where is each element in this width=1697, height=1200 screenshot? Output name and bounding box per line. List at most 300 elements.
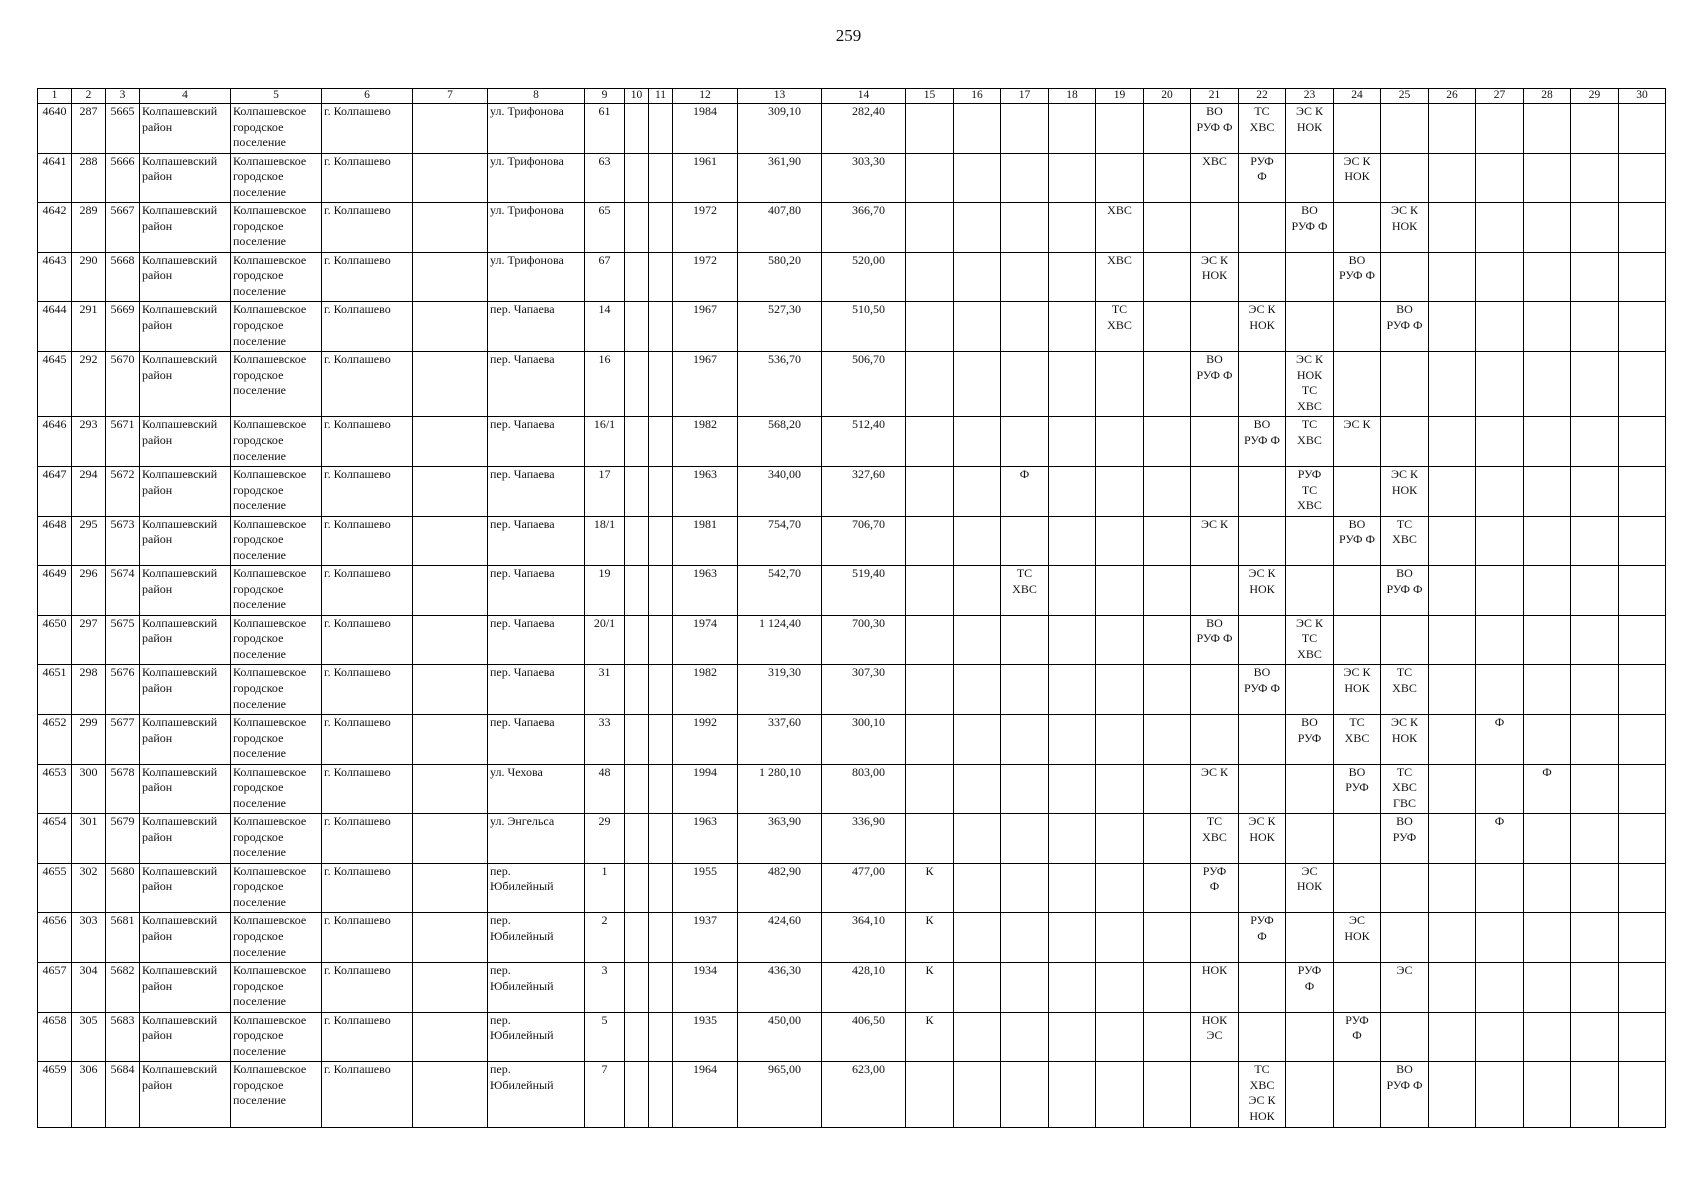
table-cell-col-3: 5673 xyxy=(106,516,140,566)
table-cell-col-23: РУФ Ф xyxy=(1286,963,1334,1013)
table-cell-col-24: ЭС К xyxy=(1334,417,1381,467)
table-cell-col-5: Колпашевское городское поселение xyxy=(231,814,322,864)
table-cell-col-14: 282,40 xyxy=(822,104,906,154)
table-cell-col-28 xyxy=(1524,104,1571,154)
table-cell-col-27 xyxy=(1476,302,1524,352)
table-cell-col-9: 19 xyxy=(585,566,625,616)
table-cell-col-13: 309,10 xyxy=(738,104,822,154)
table-cell-col-12: 1963 xyxy=(673,467,738,517)
table-cell-col-23: РУФ ТС ХВС xyxy=(1286,467,1334,517)
table-cell-col-10 xyxy=(625,963,649,1013)
table-cell-col-3: 5670 xyxy=(106,351,140,417)
table-cell-col-10 xyxy=(625,104,649,154)
table-cell-col-4: Колпашевский район xyxy=(140,715,231,765)
table-cell-col-11 xyxy=(649,516,673,566)
column-header: 19 xyxy=(1096,89,1144,104)
table-cell-col-12: 1981 xyxy=(673,516,738,566)
table-cell-col-8: ул. Трифонова xyxy=(488,252,585,302)
table-cell-col-24: ЭС НОК xyxy=(1334,913,1381,963)
table-cell-col-23 xyxy=(1286,814,1334,864)
table-cell-col-21 xyxy=(1191,913,1239,963)
table-cell-col-28 xyxy=(1524,863,1571,913)
table-cell-col-15 xyxy=(906,302,954,352)
table-cell-col-8: пер. Чапаева xyxy=(488,715,585,765)
table-cell-col-6: г. Колпашево xyxy=(322,153,413,203)
table-cell-col-20 xyxy=(1144,863,1191,913)
table-cell-col-20 xyxy=(1144,1062,1191,1128)
register-table xyxy=(37,88,1666,1128)
table-cell-col-9: 14 xyxy=(585,302,625,352)
table-cell-col-24 xyxy=(1334,1062,1381,1128)
table-cell-col-19: ХВС xyxy=(1096,252,1144,302)
table-cell-col-5: Колпашевское городское поселение xyxy=(231,104,322,154)
table-cell-col-9: 61 xyxy=(585,104,625,154)
column-header: 24 xyxy=(1334,89,1381,104)
table-cell-col-28 xyxy=(1524,715,1571,765)
table-cell-col-16 xyxy=(954,516,1001,566)
table-cell-col-17 xyxy=(1001,863,1049,913)
table-cell-col-28 xyxy=(1524,913,1571,963)
table-cell-col-17 xyxy=(1001,203,1049,253)
table-cell-col-11 xyxy=(649,963,673,1013)
table-cell-col-4: Колпашевский район xyxy=(140,863,231,913)
table-cell-col-10 xyxy=(625,1062,649,1128)
table-cell-col-16 xyxy=(954,302,1001,352)
table-cell-col-9: 1 xyxy=(585,863,625,913)
table-cell-col-12: 1935 xyxy=(673,1012,738,1062)
column-header: 14 xyxy=(822,89,906,104)
table-cell-col-26 xyxy=(1429,1062,1476,1128)
table-cell-col-11 xyxy=(649,203,673,253)
table-cell-col-30 xyxy=(1619,1062,1666,1128)
column-header: 6 xyxy=(322,89,413,104)
table-row xyxy=(38,203,1666,253)
table-cell-col-1: 4650 xyxy=(38,615,72,665)
table-cell-col-10 xyxy=(625,715,649,765)
table-cell-col-22 xyxy=(1239,863,1286,913)
table-cell-col-17 xyxy=(1001,764,1049,814)
table-cell-col-30 xyxy=(1619,153,1666,203)
table-cell-col-8: пер. Юбилейный xyxy=(488,963,585,1013)
table-cell-col-13: 361,90 xyxy=(738,153,822,203)
table-cell-col-4: Колпашевский район xyxy=(140,104,231,154)
table-cell-col-29 xyxy=(1571,1012,1619,1062)
table-cell-col-30 xyxy=(1619,302,1666,352)
table-cell-col-21: ВО РУФ Ф xyxy=(1191,351,1239,417)
table-cell-col-24 xyxy=(1334,351,1381,417)
table-cell-col-23 xyxy=(1286,153,1334,203)
table-cell-col-7 xyxy=(413,863,488,913)
table-cell-col-1: 4654 xyxy=(38,814,72,864)
table-cell-col-30 xyxy=(1619,203,1666,253)
table-cell-col-3: 5679 xyxy=(106,814,140,864)
table-cell-col-22 xyxy=(1239,351,1286,417)
table-cell-col-6: г. Колпашево xyxy=(322,615,413,665)
table-cell-col-5: Колпашевское городское поселение xyxy=(231,252,322,302)
table-cell-col-7 xyxy=(413,516,488,566)
table-cell-col-1: 4641 xyxy=(38,153,72,203)
table-row xyxy=(38,516,1666,566)
table-cell-col-30 xyxy=(1619,913,1666,963)
table-cell-col-27 xyxy=(1476,153,1524,203)
column-header: 5 xyxy=(231,89,322,104)
table-cell-col-25: ЭС К НОК xyxy=(1381,715,1429,765)
table-cell-col-21 xyxy=(1191,203,1239,253)
table-cell-col-5: Колпашевское городское поселение xyxy=(231,1012,322,1062)
table-cell-col-25: ВО РУФ Ф xyxy=(1381,302,1429,352)
table-cell-col-19 xyxy=(1096,615,1144,665)
table-cell-col-24: ВО РУФ Ф xyxy=(1334,252,1381,302)
table-cell-col-30 xyxy=(1619,764,1666,814)
table-cell-col-18 xyxy=(1049,863,1096,913)
table-cell-col-24 xyxy=(1334,963,1381,1013)
table-cell-col-10 xyxy=(625,665,649,715)
table-cell-col-24: ВО РУФ Ф xyxy=(1334,516,1381,566)
table-cell-col-27 xyxy=(1476,566,1524,616)
table-cell-col-30 xyxy=(1619,715,1666,765)
table-cell-col-13: 424,60 xyxy=(738,913,822,963)
table-cell-col-5: Колпашевское городское поселение xyxy=(231,963,322,1013)
table-cell-col-9: 5 xyxy=(585,1012,625,1062)
table-cell-col-29 xyxy=(1571,913,1619,963)
table-cell-col-19 xyxy=(1096,913,1144,963)
table-row xyxy=(38,863,1666,913)
table-cell-col-16 xyxy=(954,566,1001,616)
table-cell-col-4: Колпашевский район xyxy=(140,963,231,1013)
table-cell-col-5: Колпашевское городское поселение xyxy=(231,417,322,467)
table-cell-col-2: 296 xyxy=(72,566,106,616)
column-header: 15 xyxy=(906,89,954,104)
table-cell-col-17 xyxy=(1001,417,1049,467)
table-cell-col-3: 5668 xyxy=(106,252,140,302)
table-cell-col-16 xyxy=(954,104,1001,154)
table-cell-col-30 xyxy=(1619,467,1666,517)
table-cell-col-19 xyxy=(1096,1012,1144,1062)
table-cell-col-17: ТС ХВС xyxy=(1001,566,1049,616)
table-cell-col-16 xyxy=(954,814,1001,864)
table-cell-col-19 xyxy=(1096,351,1144,417)
table-cell-col-25: ТС ХВС xyxy=(1381,665,1429,715)
table-cell-col-29 xyxy=(1571,104,1619,154)
table-cell-col-25: ВО РУФ Ф xyxy=(1381,1062,1429,1128)
table-cell-col-1: 4653 xyxy=(38,764,72,814)
table-cell-col-26 xyxy=(1429,615,1476,665)
table-cell-col-29 xyxy=(1571,814,1619,864)
table-cell-col-28 xyxy=(1524,566,1571,616)
table-cell-col-22: ЭС К НОК xyxy=(1239,302,1286,352)
table-cell-col-12: 1982 xyxy=(673,665,738,715)
table-row xyxy=(38,913,1666,963)
table-cell-col-26 xyxy=(1429,467,1476,517)
table-cell-col-3: 5683 xyxy=(106,1012,140,1062)
table-cell-col-8: пер. Чапаева xyxy=(488,665,585,715)
table-cell-col-1: 4645 xyxy=(38,351,72,417)
column-header: 26 xyxy=(1429,89,1476,104)
table-cell-col-2: 295 xyxy=(72,516,106,566)
table-cell-col-7 xyxy=(413,963,488,1013)
table-cell-col-2: 287 xyxy=(72,104,106,154)
table-cell-col-15 xyxy=(906,203,954,253)
table-cell-col-23 xyxy=(1286,1012,1334,1062)
table-cell-col-29 xyxy=(1571,615,1619,665)
table-cell-col-22: РУФ Ф xyxy=(1239,913,1286,963)
table-cell-col-27 xyxy=(1476,516,1524,566)
table-cell-col-13: 527,30 xyxy=(738,302,822,352)
table-cell-col-23: ЭС НОК xyxy=(1286,863,1334,913)
table-cell-col-29 xyxy=(1571,764,1619,814)
table-cell-col-10 xyxy=(625,516,649,566)
table-cell-col-14: 428,10 xyxy=(822,963,906,1013)
table-row xyxy=(38,351,1666,417)
table-cell-col-15: К xyxy=(906,963,954,1013)
table-cell-col-16 xyxy=(954,417,1001,467)
table-cell-col-14: 706,70 xyxy=(822,516,906,566)
table-cell-col-24 xyxy=(1334,615,1381,665)
table-cell-col-4: Колпашевский район xyxy=(140,467,231,517)
table-cell-col-1: 4643 xyxy=(38,252,72,302)
table-cell-col-19 xyxy=(1096,566,1144,616)
column-header: 13 xyxy=(738,89,822,104)
table-cell-col-3: 5671 xyxy=(106,417,140,467)
table-cell-col-15: К xyxy=(906,1012,954,1062)
table-cell-col-9: 67 xyxy=(585,252,625,302)
table-cell-col-19 xyxy=(1096,104,1144,154)
table-cell-col-23 xyxy=(1286,252,1334,302)
table-cell-col-7 xyxy=(413,252,488,302)
table-cell-col-24: ЭС К НОК xyxy=(1334,153,1381,203)
table-cell-col-10 xyxy=(625,302,649,352)
table-cell-col-20 xyxy=(1144,665,1191,715)
table-cell-col-5: Колпашевское городское поселение xyxy=(231,863,322,913)
table-cell-col-3: 5675 xyxy=(106,615,140,665)
table-cell-col-26 xyxy=(1429,417,1476,467)
table-cell-col-27 xyxy=(1476,467,1524,517)
table-cell-col-7 xyxy=(413,104,488,154)
table-cell-col-29 xyxy=(1571,863,1619,913)
table-cell-col-15 xyxy=(906,1062,954,1128)
table-cell-col-20 xyxy=(1144,764,1191,814)
table-cell-col-12: 1937 xyxy=(673,913,738,963)
column-header: 22 xyxy=(1239,89,1286,104)
table-cell-col-6: г. Колпашево xyxy=(322,764,413,814)
table-cell-col-12: 1964 xyxy=(673,1062,738,1128)
table-row xyxy=(38,566,1666,616)
table-cell-col-21: ВО РУФ Ф xyxy=(1191,104,1239,154)
table-cell-col-26 xyxy=(1429,963,1476,1013)
table-cell-col-5: Колпашевское городское поселение xyxy=(231,715,322,765)
table-cell-col-24: РУФ Ф xyxy=(1334,1012,1381,1062)
table-cell-col-22: ЭС К НОК xyxy=(1239,814,1286,864)
table-cell-col-14: 300,10 xyxy=(822,715,906,765)
table-cell-col-14: 506,70 xyxy=(822,351,906,417)
table-cell-col-10 xyxy=(625,814,649,864)
table-cell-col-1: 4647 xyxy=(38,467,72,517)
table-cell-col-12: 1967 xyxy=(673,351,738,417)
table-cell-col-14: 700,30 xyxy=(822,615,906,665)
table-cell-col-21: НОК xyxy=(1191,963,1239,1013)
table-cell-col-28 xyxy=(1524,516,1571,566)
table-cell-col-11 xyxy=(649,467,673,517)
table-cell-col-28 xyxy=(1524,1062,1571,1128)
table-cell-col-12: 1984 xyxy=(673,104,738,154)
table-cell-col-17 xyxy=(1001,1012,1049,1062)
table-cell-col-6: г. Колпашево xyxy=(322,913,413,963)
table-cell-col-27: Ф xyxy=(1476,814,1524,864)
table-cell-col-1: 4646 xyxy=(38,417,72,467)
table-cell-col-8: пер. Юбилейный xyxy=(488,1062,585,1128)
table-row xyxy=(38,467,1666,517)
table-cell-col-24 xyxy=(1334,566,1381,616)
table-cell-col-16 xyxy=(954,913,1001,963)
table-cell-col-19 xyxy=(1096,153,1144,203)
table-cell-col-24 xyxy=(1334,302,1381,352)
column-header: 25 xyxy=(1381,89,1429,104)
table-cell-col-14: 477,00 xyxy=(822,863,906,913)
table-cell-col-22 xyxy=(1239,963,1286,1013)
table-cell-col-30 xyxy=(1619,615,1666,665)
table-cell-col-30 xyxy=(1619,417,1666,467)
table-cell-col-3: 5667 xyxy=(106,203,140,253)
table-cell-col-23 xyxy=(1286,665,1334,715)
table-cell-col-6: г. Колпашево xyxy=(322,863,413,913)
table-cell-col-11 xyxy=(649,153,673,203)
column-header: 8 xyxy=(488,89,585,104)
table-cell-col-5: Колпашевское городское поселение xyxy=(231,1062,322,1128)
column-header: 2 xyxy=(72,89,106,104)
column-header: 10 xyxy=(625,89,649,104)
table-cell-col-8: ул. Чехова xyxy=(488,764,585,814)
table-cell-col-13: 542,70 xyxy=(738,566,822,616)
table-cell-col-10 xyxy=(625,351,649,417)
table-cell-col-6: г. Колпашево xyxy=(322,417,413,467)
table-cell-col-18 xyxy=(1049,516,1096,566)
table-cell-col-14: 364,10 xyxy=(822,913,906,963)
table-cell-col-28 xyxy=(1524,615,1571,665)
table-cell-col-20 xyxy=(1144,1012,1191,1062)
table-cell-col-2: 306 xyxy=(72,1062,106,1128)
table-cell-col-21: ТС ХВС xyxy=(1191,814,1239,864)
table-cell-col-29 xyxy=(1571,252,1619,302)
table-cell-col-24 xyxy=(1334,863,1381,913)
table-cell-col-9: 20/1 xyxy=(585,615,625,665)
table-cell-col-26 xyxy=(1429,665,1476,715)
table-cell-col-23: ЭС К НОК xyxy=(1286,104,1334,154)
table-cell-col-25: ТС ХВС xyxy=(1381,516,1429,566)
column-header: 29 xyxy=(1571,89,1619,104)
table-cell-col-23: ВО РУФ xyxy=(1286,715,1334,765)
table-cell-col-14: 803,00 xyxy=(822,764,906,814)
table-cell-col-13: 407,80 xyxy=(738,203,822,253)
table-row xyxy=(38,715,1666,765)
table-cell-col-3: 5677 xyxy=(106,715,140,765)
table-cell-col-9: 33 xyxy=(585,715,625,765)
table-cell-col-17 xyxy=(1001,516,1049,566)
table-cell-col-28 xyxy=(1524,203,1571,253)
table-cell-col-19 xyxy=(1096,715,1144,765)
table-cell-col-11 xyxy=(649,814,673,864)
table-cell-col-13: 319,30 xyxy=(738,665,822,715)
column-header: 12 xyxy=(673,89,738,104)
table-cell-col-30 xyxy=(1619,814,1666,864)
table-cell-col-2: 298 xyxy=(72,665,106,715)
table-cell-col-26 xyxy=(1429,715,1476,765)
table-cell-col-27 xyxy=(1476,913,1524,963)
table-cell-col-25 xyxy=(1381,863,1429,913)
table-cell-col-2: 297 xyxy=(72,615,106,665)
table-cell-col-3: 5680 xyxy=(106,863,140,913)
table-cell-col-7 xyxy=(413,351,488,417)
table-cell-col-20 xyxy=(1144,467,1191,517)
table-cell-col-3: 5666 xyxy=(106,153,140,203)
table-cell-col-17 xyxy=(1001,715,1049,765)
table-cell-col-16 xyxy=(954,467,1001,517)
table-row xyxy=(38,764,1666,814)
table-cell-col-11 xyxy=(649,104,673,154)
table-cell-col-1: 4644 xyxy=(38,302,72,352)
table-cell-col-29 xyxy=(1571,467,1619,517)
table-row xyxy=(38,252,1666,302)
table-cell-col-11 xyxy=(649,302,673,352)
table-cell-col-25: ЭС xyxy=(1381,963,1429,1013)
column-header: 4 xyxy=(140,89,231,104)
table-cell-col-16 xyxy=(954,1062,1001,1128)
table-cell-col-3: 5678 xyxy=(106,764,140,814)
table-cell-col-22: ТС ХВС ЭС К НОК xyxy=(1239,1062,1286,1128)
table-cell-col-4: Колпашевский район xyxy=(140,252,231,302)
table-cell-col-16 xyxy=(954,963,1001,1013)
table-cell-col-26 xyxy=(1429,516,1476,566)
table-cell-col-27 xyxy=(1476,764,1524,814)
table-cell-col-26 xyxy=(1429,1012,1476,1062)
table-cell-col-23 xyxy=(1286,516,1334,566)
table-cell-col-11 xyxy=(649,615,673,665)
column-header: 16 xyxy=(954,89,1001,104)
table-cell-col-12: 1961 xyxy=(673,153,738,203)
table-cell-col-30 xyxy=(1619,963,1666,1013)
table-cell-col-12: 1955 xyxy=(673,863,738,913)
table-cell-col-6: г. Колпашево xyxy=(322,665,413,715)
table-cell-col-4: Колпашевский район xyxy=(140,665,231,715)
table-cell-col-19 xyxy=(1096,814,1144,864)
table-cell-col-27 xyxy=(1476,351,1524,417)
table-cell-col-3: 5672 xyxy=(106,467,140,517)
table-cell-col-16 xyxy=(954,351,1001,417)
table-cell-col-18 xyxy=(1049,1062,1096,1128)
table-cell-col-2: 304 xyxy=(72,963,106,1013)
table-cell-col-23 xyxy=(1286,566,1334,616)
table-cell-col-11 xyxy=(649,1062,673,1128)
table-cell-col-14: 327,60 xyxy=(822,467,906,517)
table-cell-col-8: пер. Юбилейный xyxy=(488,1012,585,1062)
table-cell-col-10 xyxy=(625,153,649,203)
table-cell-col-11 xyxy=(649,351,673,417)
table-cell-col-29 xyxy=(1571,516,1619,566)
table-cell-col-29 xyxy=(1571,351,1619,417)
table-cell-col-5: Колпашевское городское поселение xyxy=(231,913,322,963)
table-cell-col-18 xyxy=(1049,566,1096,616)
table-cell-col-4: Колпашевский район xyxy=(140,153,231,203)
table-cell-col-23: ВО РУФ Ф xyxy=(1286,203,1334,253)
table-cell-col-30 xyxy=(1619,863,1666,913)
table-cell-col-15 xyxy=(906,104,954,154)
table-cell-col-29 xyxy=(1571,1062,1619,1128)
table-cell-col-12: 1982 xyxy=(673,417,738,467)
table-cell-col-7 xyxy=(413,153,488,203)
table-cell-col-13: 536,70 xyxy=(738,351,822,417)
table-cell-col-21: НОК ЭС xyxy=(1191,1012,1239,1062)
table-cell-col-8: ул. Трифонова xyxy=(488,104,585,154)
table-cell-col-24: ТС ХВС xyxy=(1334,715,1381,765)
